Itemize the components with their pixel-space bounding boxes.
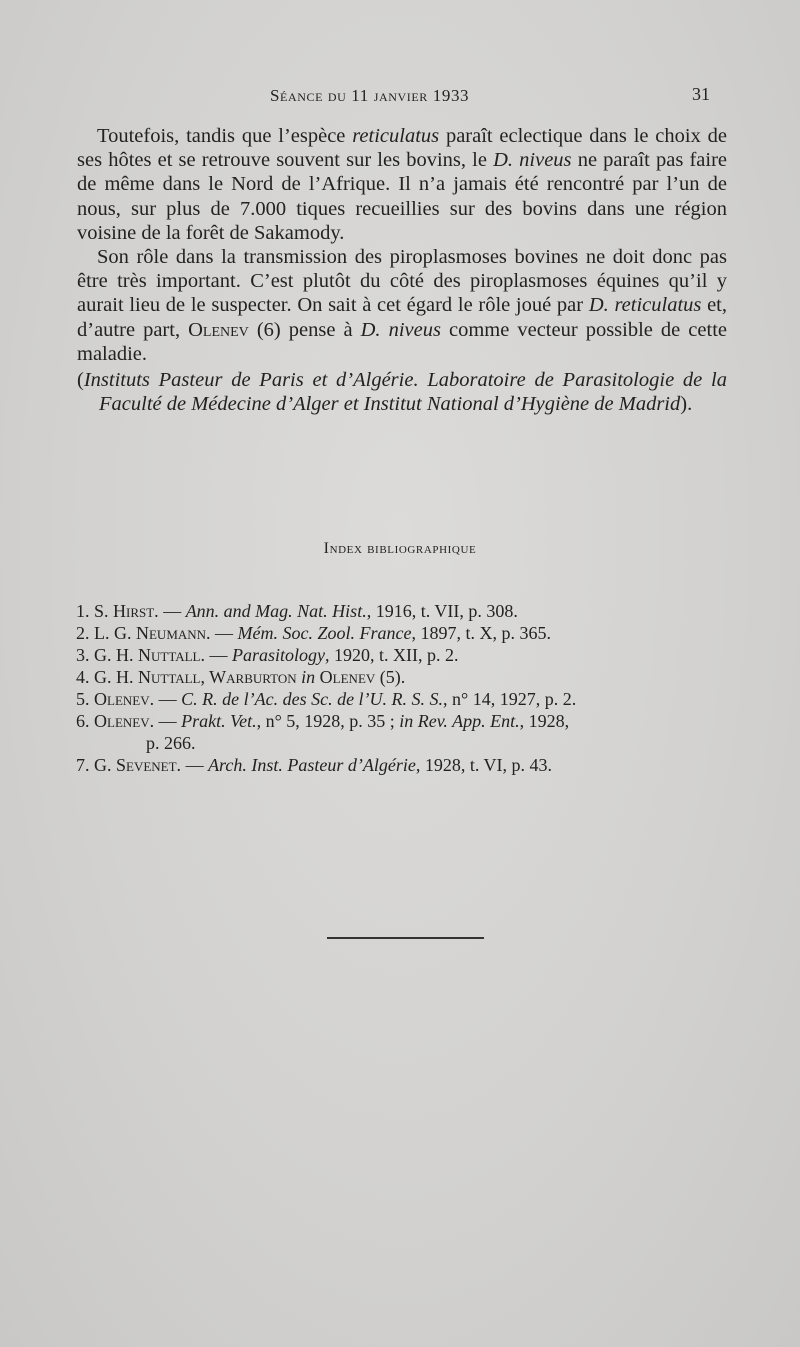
entry-author: G. H. Nuttall, Warburton (94, 667, 297, 687)
entry-number: 6. (76, 711, 90, 731)
entry-journal: Arch. Inst. Pasteur d’Algérie (208, 755, 416, 775)
entry-details: , 1920, t. XII, p. 2. (325, 645, 459, 665)
entry-journal: Mém. Soc. Zool. France (237, 623, 412, 643)
entry-continuation: p. 266. (146, 733, 196, 753)
paragraph-2 (77, 245, 727, 366)
entry-author: S. Hirst. (94, 601, 159, 621)
entry-details: , 1928, (519, 711, 570, 731)
species-name: D. niveus (360, 318, 441, 341)
author-name: Olenev (188, 318, 249, 341)
running-title: Séance du 11 janvier 1933 (270, 86, 470, 105)
entry-details: , n° 5, 1928, p. 35 ; (256, 711, 400, 731)
entry-author: Olenev. (94, 711, 155, 731)
bibliography-entry (76, 754, 736, 776)
entry-journal: C. R. de l’Ac. des Sc. de l’U. R. S. S. (181, 689, 444, 709)
entry-details: , n° 14, 1927, p. 2. (443, 689, 577, 709)
entry-separator: — (210, 623, 238, 643)
entry-separator: — (154, 711, 182, 731)
entry-separator: — (154, 689, 182, 709)
entry-details: , 1897, t. X, p. 365. (411, 623, 552, 643)
text-run: ne paraît pas faire de même dans le Nord de l’Afrique. Il n’a jamais été rencontré par l’un de nous, sur plus de 7.000 tiques recueillies sur des bovins dans une région voisine de la forêt de Sakamody. (77, 149, 727, 244)
paragraph-1 (77, 124, 727, 245)
entry-number: 4. (76, 667, 90, 687)
entry-author: Olenev. (94, 689, 155, 709)
bibliography-entry (76, 644, 736, 666)
species-name: D. reticulatus (588, 294, 702, 317)
bibliography-entry (76, 688, 736, 710)
bibliography-list (76, 600, 736, 776)
entry-number: 2. (76, 623, 90, 643)
text-run: (6) pense à (248, 318, 361, 341)
entry-journal: Ann. and Mag. Nat. Hist. (185, 601, 367, 621)
body-text (77, 124, 727, 416)
bibliography-entry (76, 666, 736, 688)
paren-open: ( (77, 369, 84, 392)
entry-details: , 1928, t. VI, p. 43. (415, 755, 553, 775)
entry-author: G. H. Nuttall. (94, 645, 205, 665)
entry-journal: Parasitology (232, 645, 325, 665)
text-run: et, d’autre part, (77, 294, 727, 341)
species-name: D. niveus (493, 149, 572, 172)
text-run: comme vecteur possible de cette maladie. (77, 318, 727, 365)
index-title: Index bibliographique (323, 540, 477, 557)
entry-separator: — (158, 601, 186, 621)
bibliography-entry (76, 600, 736, 622)
end-rule (327, 937, 484, 939)
entry-journal: in (301, 667, 316, 687)
entry-details: Olenev (5). (315, 667, 406, 687)
bibliography-entry (76, 710, 736, 754)
text-run: Toutefois, tandis que l’espèce (97, 125, 353, 147)
entry-separator: — (181, 755, 209, 775)
affiliation-text: Instituts Pasteur de Paris et d’Algérie. Laboratoire de Parasitologie de la Faculté de Médecine d’Alger et Institut National d’Hygiène de Madrid (83, 369, 727, 416)
text-run: paraît eclectique dans le choix de ses hôtes et se retrouve souvent sur les bovins, le (77, 125, 727, 172)
entry-number: 1. (76, 601, 90, 621)
page-number: 31 (692, 84, 710, 104)
entry-author: L. G. Neumann. (94, 623, 211, 643)
entry-number: 3. (76, 645, 90, 665)
entry-number: 7. (76, 755, 90, 775)
entry-journal: Prakt. Vet. (181, 711, 257, 731)
paren-close: ). (680, 393, 693, 416)
entry-details: , 1916, t. VII, p. 308. (366, 601, 518, 621)
affiliation (77, 368, 727, 416)
bibliography-entry (76, 622, 736, 644)
entry-author: G. Sevenet. (94, 755, 182, 775)
entry-separator: — (205, 645, 232, 665)
species-name: reticulatus (352, 125, 440, 147)
entry-journal: in Rev. App. Ent. (399, 711, 520, 731)
entry-number: 5. (76, 689, 90, 709)
running-head (0, 86, 800, 110)
text-run: Son rôle dans la transmission des piroplasmoses bovines ne doit donc pas être très important. C’est plutôt du côté des piroplasmoses équines qu’il y aurait lieu de le suspecter. On sait à cet égard le rôle joué par (77, 246, 727, 317)
